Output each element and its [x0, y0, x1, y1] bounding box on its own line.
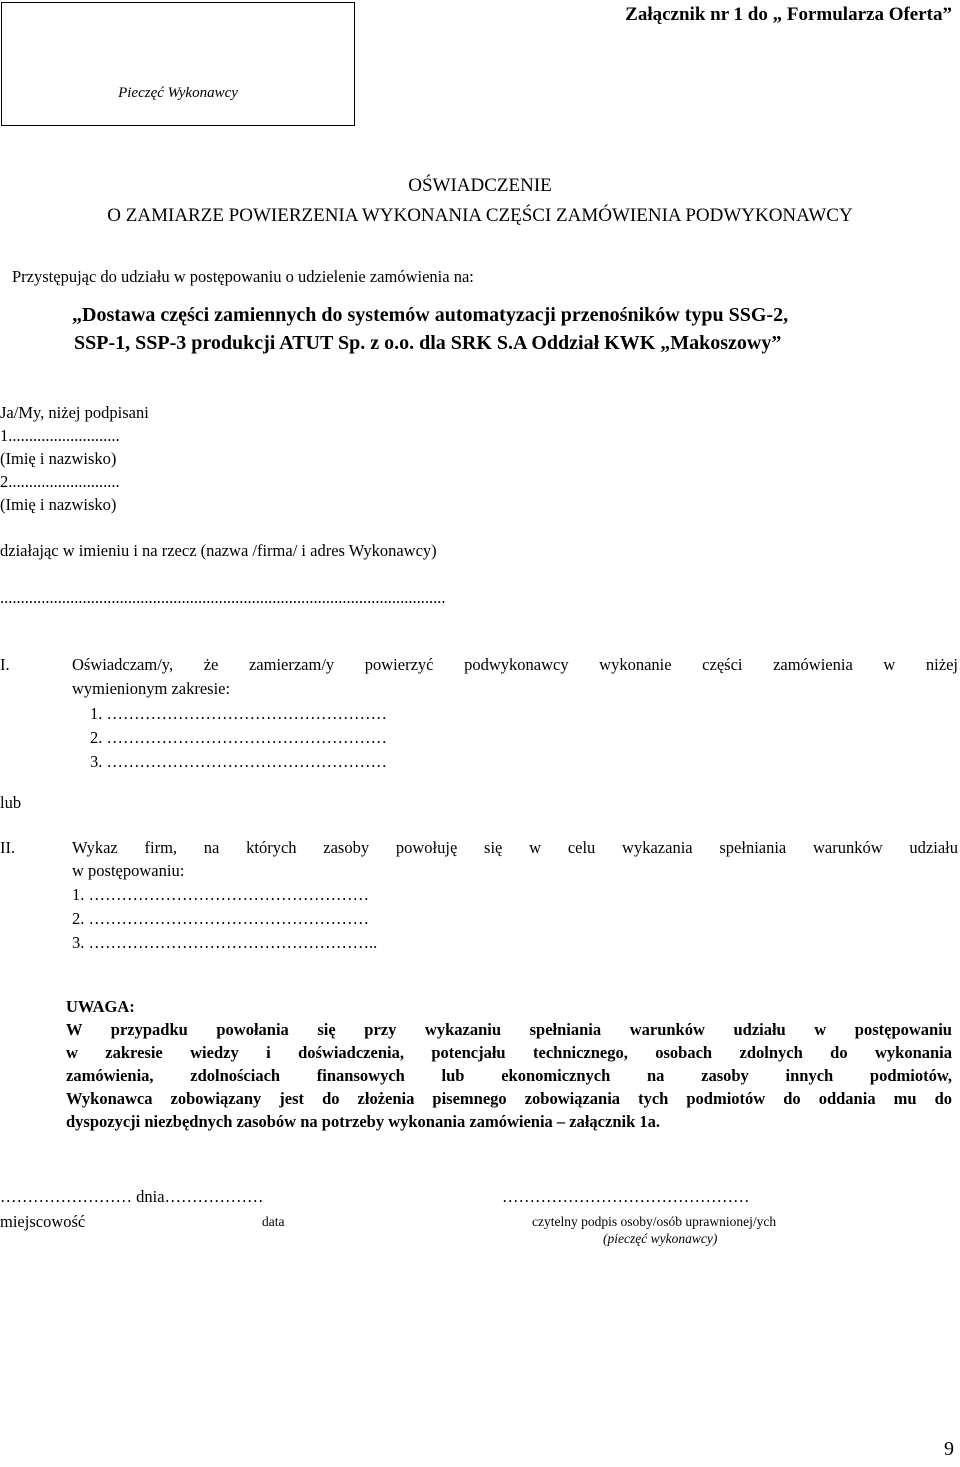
section-1-item: 1. ……………………………………………: [90, 704, 387, 723]
signatory-1: 1...........................: [0, 426, 120, 445]
subject-line-1: „Dostawa części zamiennych do systemów automatyzacji przenośników typu SSG-2,: [72, 304, 789, 326]
section-2-item: 3. ……………………………………………..: [72, 933, 378, 952]
place-label: miejscowość: [0, 1212, 86, 1231]
signature-dots: ………………………………………: [502, 1187, 750, 1206]
section-2-item: 1. ……………………………………………: [72, 885, 369, 904]
contractor-stamp-box: [1, 2, 355, 126]
signatory-2: 2...........................: [0, 472, 120, 491]
note-last-line: dyspozycji niezbędnych zasobów na potrzeby wykonania zamówienia – załącznik 1a.: [66, 1112, 661, 1131]
section-1-item: 3. ……………………………………………: [90, 752, 387, 771]
or-label: lub: [0, 793, 22, 812]
name-hint-1: (Imię i nazwisko): [0, 449, 117, 468]
section-2-text-line-1: Wykaz firm, na których zasoby powołuję się w celu wykazania spełniania warunków udziału: [72, 838, 958, 857]
page-number: 9: [944, 1438, 954, 1460]
note-line: Wykonawca zobowiązany jest do złożenia pisemnego zobowiązania tych podmiotów do oddania mu do: [66, 1089, 952, 1108]
annex-title: Załącznik nr 1 do „ Formularza Oferta”: [625, 4, 952, 25]
note-line: w zakresie wiedzy i doświadczenia, potencjału technicznego, osobach zdolnych do wykonania: [66, 1043, 952, 1062]
stamp-label: Pieczęć Wykonawcy: [118, 85, 238, 101]
acting-on-behalf: działając w imieniu i na rzecz (nazwa /firma/ i adres Wykonawcy): [0, 541, 437, 560]
name-hint-2: (Imię i nazwisko): [0, 495, 117, 514]
intro-text: Przystępując do udziału w postępowaniu o udzielenie zamówienia na:: [12, 267, 474, 286]
note-line: W przypadku powołania się przy wykazaniu spełniania warunków udziału w postępowaniu: [66, 1020, 952, 1039]
date-label: data: [262, 1214, 285, 1229]
subject-line-2: SSP-1, SSP-3 produkcji ATUT Sp. z o.o. dla SRK S.A Oddział KWK „Makoszowy”: [74, 332, 782, 354]
section-1-number: I.: [0, 655, 10, 674]
section-1-text-line-2: wymienionym zakresie:: [72, 679, 231, 698]
statement-subtitle: O ZAMIARZE POWIERZENIA WYKONANIA CZĘŚCI ZAMÓWIENIA PODWYKONAWCY: [107, 205, 853, 226]
signatories-lead: Ja/My, niżej podpisani: [0, 403, 149, 422]
section-1-text-line-1: Oświadczam/y, że zamierzam/y powierzyć podwykonawcy wykonanie części zamówienia w niżej: [72, 655, 958, 674]
note-label: UWAGA:: [66, 997, 135, 1016]
contractor-address-dots: ............................................................................................................: [0, 588, 446, 607]
signature-label: czytelny podpis osoby/osób uprawnionej/ych: [532, 1214, 777, 1229]
section-2-number: II.: [0, 838, 16, 857]
note-line: zamówienia, zdolnościach finansowych lub ekonomicznych na zasoby innych podmiotów,: [66, 1066, 952, 1085]
section-2-item: 2. ……………………………………………: [72, 909, 369, 928]
place-date-dots: …………………… dnia………………: [0, 1187, 264, 1206]
section-2-text-line-2: w postępowaniu:: [72, 861, 185, 880]
section-1-item: 2. ……………………………………………: [90, 728, 387, 747]
statement-title: OŚWIADCZENIE: [408, 175, 552, 196]
stamp-hint: (pieczęć wykonawcy): [603, 1231, 718, 1246]
